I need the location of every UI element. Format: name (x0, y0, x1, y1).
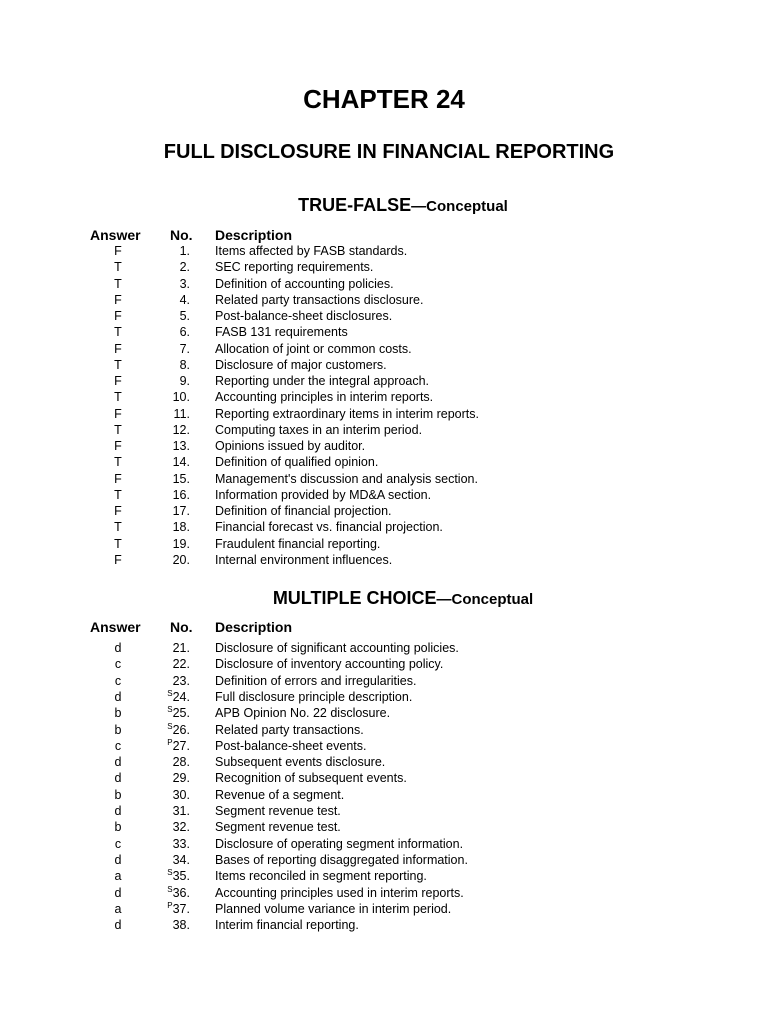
answer-cell (104, 803, 144, 819)
description-cell: Definition of qualified opinion. (215, 455, 379, 470)
number-value: 5. (179, 309, 190, 323)
number-cell (150, 640, 190, 656)
answer-value: b (114, 722, 122, 737)
number-cell (150, 259, 190, 275)
answer-cell (104, 819, 144, 835)
description-cell: Information provided by MD&A section. (215, 487, 432, 502)
number-cell (150, 519, 190, 535)
table-row (0, 901, 768, 917)
description-cell: Bases of reporting disaggregated information. (215, 852, 468, 867)
number-cell (150, 406, 190, 422)
answer-value: b (114, 787, 122, 802)
multiple-choice-heading-sub: —Conceptual (436, 591, 534, 608)
answer-value: T (114, 390, 122, 405)
table-row (0, 819, 768, 835)
answer-value: T (114, 536, 122, 551)
table-row (0, 722, 768, 738)
number-value: 14. (172, 455, 190, 470)
number-value: 8. (179, 357, 190, 372)
table-row (0, 503, 768, 519)
multiple-choice-col-description: Description (215, 619, 293, 635)
description-cell: Planned volume variance in interim period. (215, 901, 452, 916)
answer-cell (104, 868, 144, 884)
number-value: 11. (173, 406, 190, 421)
number-prefix: S (167, 721, 173, 731)
answer-value: F (114, 439, 122, 453)
answer-value: d (114, 804, 122, 818)
table-row (0, 836, 768, 852)
description-cell: SEC reporting requirements. (215, 260, 374, 275)
answer-value: F (114, 406, 122, 421)
number-value: 18. (172, 520, 190, 535)
table-row (0, 357, 768, 373)
number-cell (150, 471, 190, 487)
number-value: 34. (172, 852, 190, 867)
answer-value: c (114, 657, 122, 672)
description-cell: Accounting principles used in interim reports. (215, 885, 464, 900)
number-value: 29. (172, 771, 190, 786)
number-cell (150, 770, 190, 786)
number-value: 25. (172, 706, 190, 721)
description-cell: Post-balance-sheet disclosures. (215, 309, 393, 323)
answer-cell (104, 341, 144, 357)
number-value: 1. (179, 244, 190, 258)
number-cell (150, 422, 190, 438)
number-cell (150, 787, 190, 803)
table-row (0, 487, 768, 503)
description-cell: Management's discussion and analysis section. (215, 471, 478, 486)
number-value: 4. (179, 292, 190, 307)
answer-value: F (114, 504, 122, 518)
answer-cell (104, 885, 144, 901)
answer-cell (104, 722, 144, 738)
number-prefix: P (167, 737, 173, 747)
description-cell: Definition of errors and irregularities. (215, 673, 417, 688)
answer-cell (104, 901, 144, 917)
answer-value: c (114, 673, 122, 688)
answer-cell (104, 276, 144, 292)
description-cell: Disclosure of major customers. (215, 357, 387, 372)
number-cell (150, 754, 190, 770)
number-value: 27. (172, 738, 190, 753)
number-cell (150, 487, 190, 503)
number-value: 32. (172, 820, 190, 835)
answer-cell (104, 519, 144, 535)
table-row (0, 885, 768, 901)
answer-cell (104, 705, 144, 721)
number-value: 9. (179, 374, 190, 388)
answer-value: T (114, 276, 122, 291)
answer-cell (104, 673, 144, 689)
answer-cell (104, 487, 144, 503)
number-prefix: S (167, 705, 173, 715)
answer-cell (104, 770, 144, 786)
answer-value: F (114, 471, 122, 486)
number-cell (150, 438, 190, 454)
table-row (0, 852, 768, 868)
table-row (0, 673, 768, 689)
number-cell (150, 389, 190, 405)
description-cell: Accounting principles in interim reports. (215, 390, 434, 405)
table-row (0, 454, 768, 470)
number-value: 12. (172, 422, 190, 437)
answer-value: c (114, 738, 122, 753)
description-cell: Post-balance-sheet events. (215, 738, 367, 753)
answer-value: d (114, 641, 122, 655)
number-cell (150, 373, 190, 389)
description-cell: Subsequent events disclosure. (215, 755, 386, 770)
number-value: 17. (172, 504, 190, 518)
table-row (0, 471, 768, 487)
table-row (0, 787, 768, 803)
answer-value: F (114, 341, 122, 356)
answer-value: F (114, 292, 122, 307)
description-cell: Revenue of a segment. (215, 787, 345, 802)
table-row (0, 259, 768, 275)
answer-value: a (114, 901, 122, 916)
description-cell: Items reconciled in segment reporting. (215, 869, 427, 884)
number-value: 3. (179, 276, 190, 291)
answer-cell (104, 471, 144, 487)
answer-value: b (114, 706, 122, 721)
multiple-choice-col-no: No. (170, 619, 193, 635)
number-value: 30. (172, 787, 190, 802)
table-row (0, 422, 768, 438)
description-cell: Definition of accounting policies. (215, 276, 394, 291)
description-cell: Disclosure of inventory accounting policy. (215, 657, 444, 672)
answer-cell (104, 656, 144, 672)
description-cell: Allocation of joint or common costs. (215, 341, 412, 356)
table-row (0, 276, 768, 292)
answer-value: F (114, 244, 122, 258)
answer-value: T (114, 325, 122, 340)
description-cell: FASB 131 requirements (215, 325, 348, 340)
number-value: 20. (172, 552, 190, 567)
chapter-subtitle: FULL DISCLOSURE IN FINANCIAL REPORTING (163, 141, 615, 163)
table-row (0, 738, 768, 754)
true-false-col-no: No. (170, 227, 193, 243)
description-cell: Opinions issued by auditor. (215, 439, 366, 453)
answer-cell (104, 787, 144, 803)
number-value: 33. (172, 836, 190, 851)
number-cell (150, 454, 190, 470)
table-row (0, 373, 768, 389)
table-row (0, 917, 768, 933)
number-value: 16. (172, 487, 190, 502)
answer-cell (104, 324, 144, 340)
number-cell (150, 324, 190, 340)
answer-value: T (114, 422, 122, 437)
answer-cell (104, 243, 144, 259)
answer-value: T (114, 260, 122, 275)
number-cell (150, 673, 190, 689)
description-cell: Related party transactions. (215, 722, 364, 737)
table-row (0, 803, 768, 819)
number-value: 22. (172, 657, 190, 672)
answer-cell (104, 406, 144, 422)
description-cell: Recognition of subsequent events. (215, 771, 407, 786)
number-cell (150, 276, 190, 292)
answer-cell (104, 357, 144, 373)
number-prefix: S (167, 884, 173, 894)
true-false-heading-sub: —Conceptual (411, 198, 508, 215)
description-cell: Internal environment influences. (215, 552, 393, 567)
answer-cell (104, 536, 144, 552)
number-value: 31. (172, 804, 190, 818)
description-cell: Disclosure of significant accounting policies. (215, 641, 459, 655)
number-cell (150, 292, 190, 308)
number-cell (150, 357, 190, 373)
answer-value: F (114, 552, 122, 567)
multiple-choice-heading-main: MULTIPLE CHOICE (272, 588, 437, 608)
description-cell: Interim financial reporting. (215, 918, 359, 933)
answer-cell (104, 454, 144, 470)
table-row (0, 519, 768, 535)
table-row (0, 406, 768, 422)
description-cell: Financial forecast vs. financial projection. (215, 520, 443, 535)
number-cell (150, 552, 190, 568)
number-value: 13. (172, 439, 190, 453)
table-row (0, 640, 768, 656)
number-prefix: S (167, 868, 173, 878)
answer-value: c (114, 836, 122, 851)
table-row (0, 754, 768, 770)
answer-cell (104, 754, 144, 770)
number-cell (150, 503, 190, 519)
description-cell: Items affected by FASB standards. (215, 244, 408, 258)
answer-value: d (114, 689, 122, 704)
answer-value: T (114, 357, 122, 372)
description-cell: Segment revenue test. (215, 804, 341, 818)
answer-value: d (114, 755, 122, 770)
table-row (0, 341, 768, 357)
description-cell: Fraudulent financial reporting. (215, 536, 381, 551)
answer-cell (104, 689, 144, 705)
table-row (0, 389, 768, 405)
number-cell (150, 705, 190, 721)
number-cell (150, 819, 190, 835)
answer-cell (104, 373, 144, 389)
number-cell (150, 722, 190, 738)
number-cell (150, 917, 190, 933)
number-cell (150, 901, 190, 917)
number-value: 6. (179, 325, 190, 340)
answer-cell (104, 836, 144, 852)
number-value: 23. (172, 673, 190, 688)
answer-value: d (114, 852, 122, 867)
description-cell: Computing taxes in an interim period. (215, 422, 423, 437)
chapter-title: CHAPTER 24 (303, 84, 465, 114)
answer-cell (104, 292, 144, 308)
answer-value: F (114, 374, 122, 388)
number-value: 35. (172, 869, 190, 884)
true-false-heading-main: TRUE-FALSE (298, 195, 412, 215)
table-row (0, 868, 768, 884)
table-row (0, 770, 768, 786)
answer-cell (104, 552, 144, 568)
number-value: 2. (179, 260, 190, 275)
number-prefix: S (167, 688, 173, 698)
number-value: 37. (172, 901, 190, 916)
answer-cell (104, 640, 144, 656)
answer-value: d (114, 918, 122, 933)
multiple-choice-col-answer: Answer (90, 619, 141, 635)
number-cell (150, 803, 190, 819)
table-row (0, 308, 768, 324)
number-cell (150, 308, 190, 324)
description-cell: Reporting under the integral approach. (215, 374, 430, 388)
number-value: 10. (172, 390, 190, 405)
number-cell (150, 243, 190, 259)
number-cell (150, 852, 190, 868)
number-value: 24. (172, 689, 190, 704)
true-false-heading (0, 195, 768, 216)
description-cell: Segment revenue test. (215, 820, 341, 835)
number-cell (150, 885, 190, 901)
number-value: 7. (179, 341, 190, 356)
answer-cell (104, 852, 144, 868)
number-cell (150, 836, 190, 852)
true-false-col-answer: Answer (90, 227, 141, 243)
number-value: 21. (172, 641, 190, 655)
table-row (0, 689, 768, 705)
answer-cell (104, 503, 144, 519)
table-row (0, 292, 768, 308)
answer-value: d (114, 771, 122, 786)
number-value: 36. (172, 885, 190, 900)
number-prefix: P (167, 900, 173, 910)
description-cell: Related party transactions disclosure. (215, 292, 424, 307)
answer-cell (104, 389, 144, 405)
number-value: 28. (172, 755, 190, 770)
table-row (0, 324, 768, 340)
number-cell (150, 689, 190, 705)
answer-value: a (114, 869, 122, 884)
true-false-col-description: Description (215, 227, 293, 243)
table-row (0, 705, 768, 721)
number-cell (150, 536, 190, 552)
answer-value: T (114, 520, 122, 535)
number-value: 15. (172, 471, 190, 486)
number-value: 19. (172, 536, 190, 551)
number-cell (150, 656, 190, 672)
table-row (0, 243, 768, 259)
description-cell: Definition of financial projection. (215, 504, 392, 518)
answer-value: d (114, 885, 122, 900)
answer-value: T (114, 487, 122, 502)
number-cell (150, 738, 190, 754)
answer-cell (104, 422, 144, 438)
number-cell (150, 868, 190, 884)
table-row (0, 552, 768, 568)
description-cell: Disclosure of operating segment information. (215, 836, 464, 851)
answer-value: F (114, 309, 122, 323)
number-value: 26. (172, 722, 190, 737)
answer-cell (104, 438, 144, 454)
description-cell: APB Opinion No. 22 disclosure. (215, 706, 391, 721)
answer-cell (104, 308, 144, 324)
answer-value: b (114, 820, 122, 835)
table-row (0, 438, 768, 454)
multiple-choice-heading (0, 588, 768, 609)
table-row (0, 536, 768, 552)
answer-cell (104, 259, 144, 275)
answer-value: T (114, 455, 122, 470)
number-value: 38. (172, 918, 190, 933)
description-cell: Reporting extraordinary items in interim reports. (215, 406, 479, 421)
answer-cell (104, 917, 144, 933)
answer-cell (104, 738, 144, 754)
description-cell: Full disclosure principle description. (215, 689, 413, 704)
number-cell (150, 341, 190, 357)
table-row (0, 656, 768, 672)
